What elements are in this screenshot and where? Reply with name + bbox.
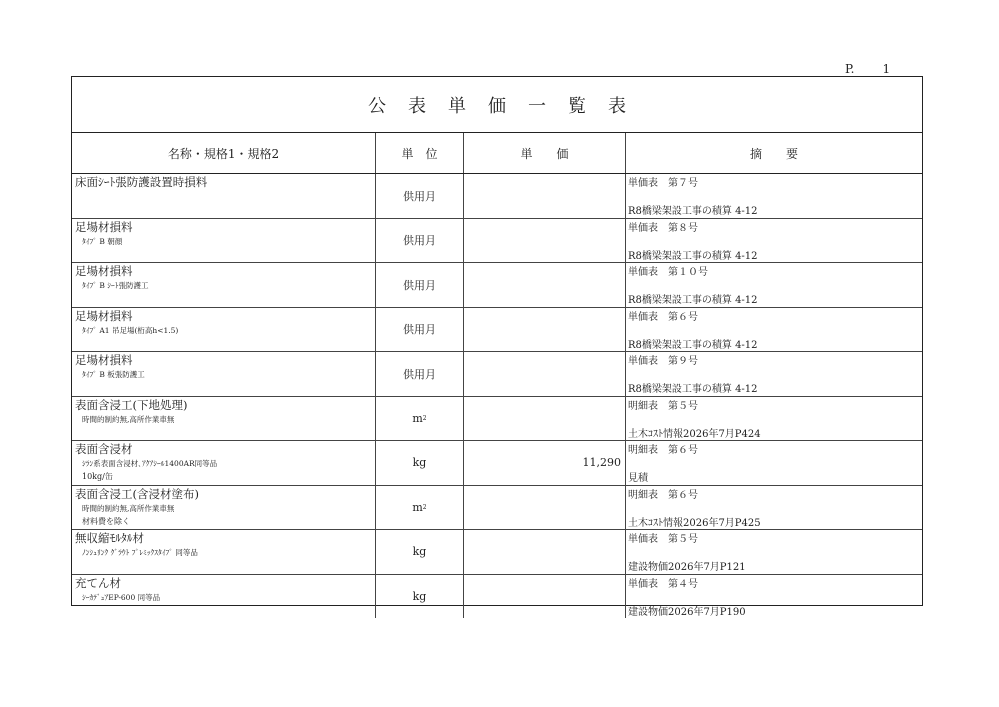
item-note1: 単価表 第１０号 bbox=[628, 267, 708, 278]
cell-note bbox=[626, 486, 922, 530]
item-spec2: 材料費を除く bbox=[82, 516, 130, 526]
cell-note bbox=[626, 352, 922, 396]
item-note1: 単価表 第９号 bbox=[628, 356, 698, 367]
item-note1: 単価表 第７号 bbox=[628, 178, 698, 189]
item-unit: kg bbox=[412, 456, 427, 470]
item-name: 足場材損料 bbox=[75, 264, 133, 278]
cell-note bbox=[626, 441, 922, 485]
item-name: 足場材損料 bbox=[75, 308, 133, 323]
item-name: 床面ｼｰﾄ張防護設置時損料 bbox=[75, 175, 208, 189]
cell-unit bbox=[376, 530, 464, 574]
item-unit: kg bbox=[412, 589, 427, 603]
header-price: 単 価 bbox=[464, 133, 626, 173]
item-note2: 建設物価2026年7月P121 bbox=[628, 562, 746, 573]
cell-price bbox=[464, 397, 626, 441]
item-name: 表面含浸工(含浸材塗布) bbox=[75, 486, 199, 501]
table-row bbox=[72, 530, 922, 575]
cell-name bbox=[72, 352, 376, 396]
cell-price bbox=[464, 352, 626, 396]
cell-name bbox=[72, 263, 376, 307]
cell-price bbox=[464, 219, 626, 263]
cell-unit bbox=[376, 219, 464, 263]
item-note2: 土木ｺｽﾄ情報2026年7月P425 bbox=[628, 517, 761, 529]
table-row bbox=[72, 441, 922, 486]
item-name: 表面含浸材 bbox=[75, 442, 133, 456]
item-unit: 供用月 bbox=[403, 278, 436, 292]
cell-unit bbox=[376, 263, 464, 307]
table-row bbox=[72, 352, 922, 397]
item-unit: 供用月 bbox=[403, 323, 436, 337]
item-note2: R8橋梁架設工事の積算 4-12 bbox=[628, 206, 758, 217]
item-spec1: ﾀｲﾌﾟ B 朝顔 bbox=[82, 236, 123, 246]
table-body bbox=[72, 174, 922, 618]
cell-note bbox=[626, 575, 922, 619]
cell-price bbox=[464, 575, 626, 619]
item-unit-sup: 2 bbox=[422, 503, 427, 511]
item-unit-sup: 2 bbox=[422, 414, 427, 422]
cell-name bbox=[72, 397, 376, 441]
cell-unit bbox=[376, 441, 464, 485]
cell-unit bbox=[376, 486, 464, 530]
cell-name bbox=[72, 308, 376, 352]
item-spec1: ﾉﾝｼｭﾘﾝｸ ｸﾞﾗｳﾄ ﾌﾟﾚﾐｯｸｽﾀｲﾌﾟ 同等品 bbox=[82, 548, 198, 557]
item-spec1: ﾀｲﾌﾟ B 板張防護工 bbox=[82, 370, 145, 379]
page-label: P. bbox=[845, 62, 855, 76]
cell-price bbox=[464, 308, 626, 352]
cell-note bbox=[626, 174, 922, 218]
cell-unit bbox=[376, 174, 464, 218]
table-header bbox=[72, 133, 922, 174]
table-row bbox=[72, 397, 922, 442]
item-note1: 明細表 第５号 bbox=[628, 400, 698, 412]
item-note2: 土木ｺｽﾄ情報2026年7月P424 bbox=[628, 428, 761, 440]
item-unit: 供用月 bbox=[403, 234, 436, 248]
item-spec1: ｼﾗﾝ系表面含浸材､ｱｸｱｼｰﾙ1400AR同等品 bbox=[82, 459, 218, 468]
item-unit: 供用月 bbox=[403, 189, 436, 203]
title-row bbox=[72, 77, 922, 133]
item-name: 足場材損料 bbox=[75, 353, 133, 367]
cell-note bbox=[626, 219, 922, 263]
item-unit: kg bbox=[412, 545, 427, 559]
header-unit: 単 位 bbox=[376, 133, 464, 173]
item-spec1: ｼｰｶﾃﾞｭｱEP-600 同等品 bbox=[82, 592, 161, 602]
cell-price bbox=[464, 486, 626, 530]
cell-name bbox=[72, 486, 376, 530]
item-note1: 単価表 第８号 bbox=[628, 222, 698, 234]
table-row bbox=[72, 575, 922, 619]
item-spec1: 時間的制約無,高所作業車無 bbox=[82, 503, 175, 513]
item-note1: 明細表 第６号 bbox=[628, 445, 698, 456]
item-unit: m bbox=[412, 411, 423, 425]
cell-name bbox=[72, 530, 376, 574]
item-unit: 供用月 bbox=[403, 367, 436, 381]
header-note: 摘 要 bbox=[749, 146, 798, 161]
item-note1: 明細表 第６号 bbox=[628, 489, 698, 501]
item-note2: R8橋梁架設工事の積算 4-12 bbox=[628, 384, 758, 395]
price-list-sheet bbox=[71, 76, 923, 618]
item-spec1: 時間的制約無,高所作業車無 bbox=[82, 414, 175, 424]
cell-unit bbox=[376, 308, 464, 352]
cell-name bbox=[72, 219, 376, 263]
item-note1: 単価表 第６号 bbox=[628, 311, 698, 323]
item-spec1: ﾀｲﾌﾟ A1 吊足場(桁高h<1.5) bbox=[82, 325, 179, 335]
cell-note bbox=[626, 263, 922, 307]
cell-unit bbox=[376, 352, 464, 396]
cell-note bbox=[626, 308, 922, 352]
table-row bbox=[72, 174, 922, 219]
item-note2: R8橋梁架設工事の積算 4-12 bbox=[628, 339, 758, 351]
item-spec1: ﾀｲﾌﾟ B ｼｰﾄ張防護工 bbox=[82, 281, 149, 290]
cell-unit bbox=[376, 575, 464, 619]
item-note2: 見積 bbox=[628, 473, 648, 484]
table-row bbox=[72, 486, 922, 531]
cell-name bbox=[72, 441, 376, 485]
item-price: 11,290 bbox=[582, 456, 621, 470]
cell-note bbox=[626, 530, 922, 574]
item-name: 足場材損料 bbox=[75, 219, 133, 234]
item-unit: m bbox=[412, 500, 423, 514]
cell-name bbox=[72, 174, 376, 218]
item-note2: R8橋梁架設工事の積算 4-12 bbox=[628, 250, 758, 262]
table-row bbox=[72, 308, 922, 353]
cell-price bbox=[464, 174, 626, 218]
page-title: 公表単価一覧表 bbox=[368, 95, 648, 117]
item-note1: 単価表 第５号 bbox=[628, 534, 698, 545]
page-number bbox=[845, 62, 890, 76]
item-note1: 単価表 第４号 bbox=[628, 578, 698, 590]
item-name: 充てん材 bbox=[75, 575, 121, 590]
item-name: 無収縮ﾓﾙﾀﾙ材 bbox=[75, 531, 144, 545]
cell-unit bbox=[376, 397, 464, 441]
cell-price bbox=[464, 530, 626, 574]
table-row bbox=[72, 263, 922, 308]
item-spec2: 10kg/缶 bbox=[82, 472, 113, 481]
page-number-value: 1 bbox=[882, 62, 891, 76]
item-note2: R8橋梁架設工事の積算 4-12 bbox=[628, 295, 758, 306]
table-row bbox=[72, 219, 922, 264]
item-note2: 建設物価2026年7月P190 bbox=[628, 606, 746, 618]
cell-price bbox=[464, 441, 626, 485]
item-name: 表面含浸工(下地処理) bbox=[75, 397, 188, 412]
cell-name bbox=[72, 575, 376, 619]
header-name: 名称・規格1・規格2 bbox=[72, 133, 376, 173]
cell-note bbox=[626, 397, 922, 441]
cell-price bbox=[464, 263, 626, 307]
